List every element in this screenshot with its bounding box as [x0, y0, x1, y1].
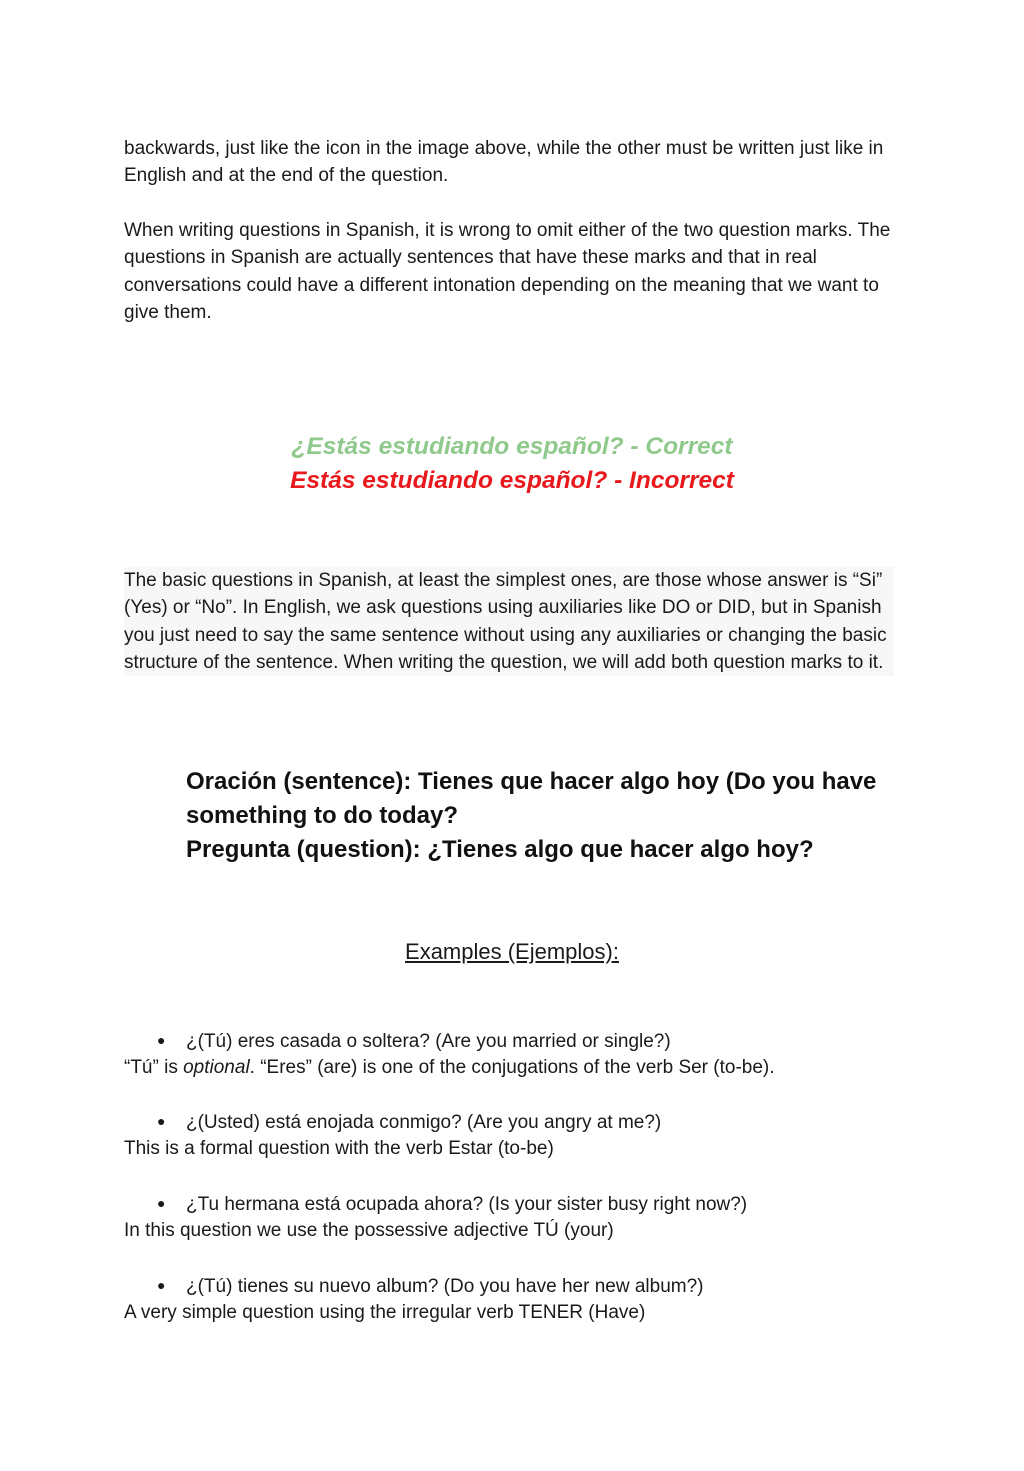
- bullet-icon: ●: [157, 1032, 166, 1048]
- note-text: . “Eres” (are) is one of the conjugations of the verb Ser (to-be).: [249, 1057, 775, 1078]
- incorrect-example: Estás estudiando español? - Incorrect: [290, 467, 734, 494]
- bullet-icon: ●: [157, 1113, 166, 1129]
- example-question: ¿(Usted) está enojada conmigo? (Are you angry at me?): [186, 1112, 662, 1133]
- example-question: ¿(Tú) eres casada o soltera? (Are you married or single?): [186, 1031, 671, 1052]
- intro-paragraph-2: When writing questions in Spanish, it is wrong to omit either of the two question marks. The questions in Spanish are actually sentences that have these marks and that in real conversations could have a different intonation depending on the meaning that we want to give them.: [124, 220, 891, 323]
- bullet-icon: ●: [157, 1277, 166, 1293]
- example-question: ¿(Tú) tienes su nuevo album? (Do you have her new album?): [186, 1276, 704, 1297]
- intro-paragraph-1: backwards, just like the icon in the image above, while the other must be written just like in English and at the end of the question.: [124, 138, 884, 187]
- note-emphasis: optional: [183, 1057, 250, 1078]
- examples-heading: Examples (Ejemplos):: [405, 939, 619, 964]
- example-item: [157, 1272, 957, 1300]
- sentence-example: Oración (sentence): Tienes que hacer algo hoy (Do you have something to do today?: [186, 768, 877, 829]
- note-text: “Tú” is: [124, 1057, 184, 1078]
- example-item: [157, 1027, 957, 1055]
- example-note: A very simple question using the irregular verb TENER (Have): [124, 1302, 646, 1323]
- basic-questions-paragraph: The basic questions in Spanish, at least the simplest ones, are those whose answer is “Si” (Yes) or “No”. In English, we ask questions using auxiliaries like DO or DID, but in Spanish you just need to say the same sentence without using any auxiliaries or changing the basic structure of the sentence. When writing the question, we will add both question marks to it.: [124, 567, 894, 676]
- example-item: [157, 1108, 957, 1136]
- example-question: ¿Tu hermana está ocupada ahora? (Is your sister busy right now?): [186, 1194, 748, 1215]
- correct-example: ¿Estás estudiando español? - Correct: [291, 433, 733, 460]
- bullet-icon: ●: [157, 1195, 166, 1211]
- question-example: Pregunta (question): ¿Tienes algo que hacer algo hoy?: [186, 836, 814, 863]
- example-note: [124, 1054, 924, 1081]
- example-note: This is a formal question with the verb Estar (to-be): [124, 1138, 554, 1159]
- example-note: In this question we use the possessive adjective TÚ (your): [124, 1220, 614, 1241]
- example-item: [157, 1190, 957, 1218]
